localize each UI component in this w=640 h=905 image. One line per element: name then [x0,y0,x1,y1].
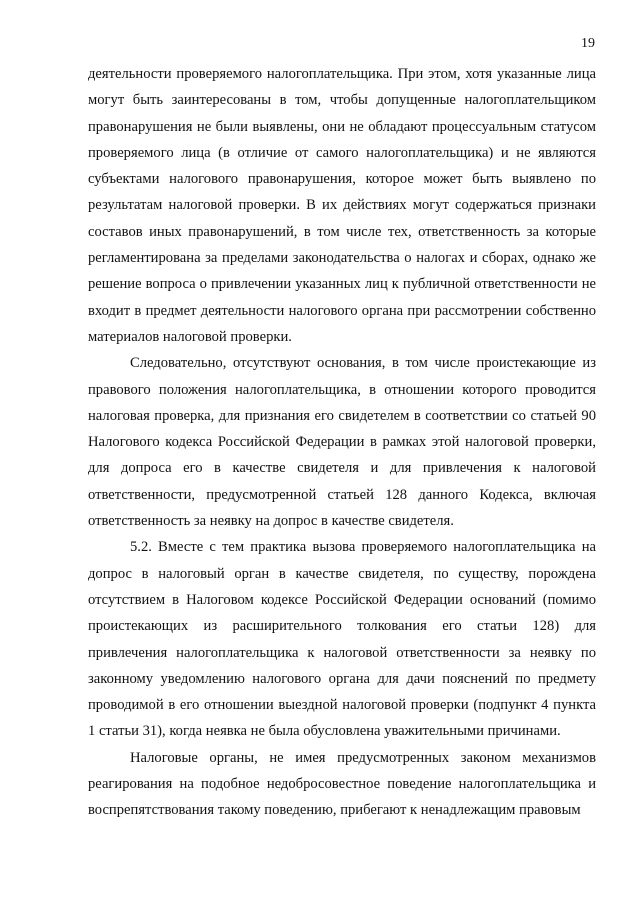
paragraph-tax-authorities: Налоговые органы, не имея предусмотренных законом механизмов реагирования на подобное недобросовестное поведение налогоплательщика и воспрепятствования такому поведению, прибегают к ненадлежащим правовым [88,749,596,819]
paragraph-continuation: деятельности проверяемого налогоплательщика. При этом, хотя указанные лица могут быть заинтересованы в том, чтобы допущенные налогоплательщиком правонарушения не были выявлены, они не обладают процессуальным статусом проверяемого лица (в отличие от самого налогоплательщика) и не являются субъектами налогового правонарушения, которое может быть выявлено по результатам налоговой проверки. В их действиях могут содержаться признаки составов иных правонарушений, в том числе тех, ответственность за которые регламентирована за пределами законодательства о налогах и сборах, однако же решение вопроса о привлечении указанных лиц к публичной ответственности не входит в предмет деятельности налогового органа при рассмотрении собственно материалов налоговой проверки. [88,66,596,345]
page-number: 19 [581,36,595,51]
document-body [88,61,596,824]
paragraph-5-2: 5.2. Вместе с тем практика вызова проверяемого налогоплательщика на допрос в налоговый орган в качестве свидетеля, по существу, порождена отсутствием в Налоговом кодексе Российской Федерации оснований (помимо проистекающих из расширительного толкования его статьи 128) для привлечения налогоплательщика к налоговой ответственности за неявку по законному уведомлению налогового органа для дачи пояснений по предмету проводимой в его отношении выездной налоговой проверки (подпункт 4 пункта 1 статьи 31), когда неявка не была обусловлена уважительными причинами. [88,539,596,740]
paragraph-consequently: Следовательно, отсутствуют основания, в том числе проистекающие из правового положения налогоплательщика, в отношении которого проводится налоговая проверка, для признания его свидетелем в соответствии со статьей 90 Налогового кодекса Российской Федерации в рамках этой налоговой проверки, для допроса его в качестве свидетеля и для привлечения к налоговой ответственности, предусмотренной статьей 128 данного Кодекса, включая ответственность за неявку на допрос в качестве свидетеля. [88,355,596,530]
